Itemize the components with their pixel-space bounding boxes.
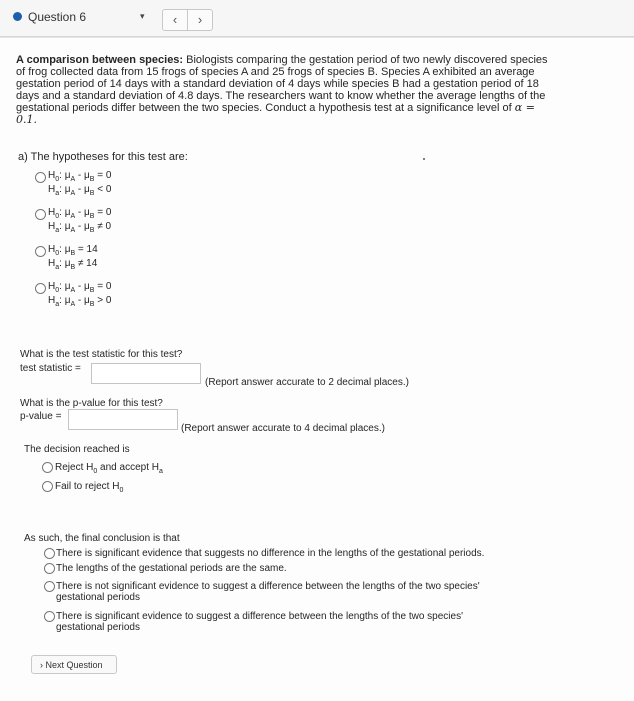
conclusion-option-1-radio[interactable] <box>44 548 55 559</box>
decision-fail-text: Fail to reject $H_0$ <box>55 481 124 494</box>
hypothesis-option-4-ha: $H_a$: $\mu_A - \mu_B > 0$ <box>48 295 112 308</box>
decision-reject-text: Reject $H_0$ and accept $H_a$ <box>55 462 163 475</box>
conclusion-option-2-radio[interactable] <box>44 563 55 574</box>
conclusion-option-4-radio[interactable] <box>44 611 55 622</box>
question-card <box>0 37 634 701</box>
conclusion-label: As such, the final conclusion is that <box>24 533 180 544</box>
chevron-down-icon[interactable]: ▾ <box>140 11 145 21</box>
test-statistic-label: test statistic = <box>20 363 81 374</box>
conclusion-option-3-radio[interactable] <box>44 581 55 592</box>
hypothesis-option-3-radio[interactable] <box>35 246 46 257</box>
problem-lead: A comparison between species: <box>16 54 184 66</box>
decision-reject-radio[interactable] <box>42 462 53 473</box>
conclusion-option-4-text: There is significant evidence to suggest a difference between the lengths of the two species' gestational periods <box>56 611 463 633</box>
test-statistic-note: (Report answer accurate to 2 decimal places.) <box>205 377 409 388</box>
test-statistic-question: What is the test statistic for this test? <box>20 349 183 360</box>
decision-fail-radio[interactable] <box>42 481 53 492</box>
hypothesis-option-2-ha: $H_a$: $\mu_A - \mu_B \ne 0$ <box>48 221 112 234</box>
next-question-nav-button[interactable]: › <box>187 9 213 31</box>
decision-label: The decision reached is <box>24 444 130 455</box>
problem-text: Biologists comparing the gestation period of two newly discovered species of frog collected data from 15 frogs of species A and 25 frogs of species B. Species A exhibited an average gestation period of 14 days with a standard deviation of 4 days while species B had a gestation period of 18 days and a standard deviation of 4.8 days. The researchers want to know whether the average lengths of the gestational periods differ between the two species. Conduct a hypothesis test at a significance level of <box>16 54 548 114</box>
question-header <box>0 0 634 37</box>
hypothesis-option-2-h0: $H_0$: $\mu_A - \mu_B = 0$ <box>48 207 112 220</box>
hypothesis-option-4-h0: $H_0$: $\mu_A - \mu_B = 0$ <box>48 281 112 294</box>
question-title[interactable]: Question 6 <box>28 10 87 24</box>
problem-statement <box>16 54 556 126</box>
hypothesis-option-1-h0: $H_0$: $\mu_A - \mu_B = 0$ <box>48 170 112 183</box>
question-status-dot <box>13 12 22 21</box>
p-value-question: What is the p-value for this test? <box>20 398 163 409</box>
conclusion-option-1-text: There is significant evidence that suggests no difference in the lengths of the gestational periods. <box>56 548 485 559</box>
hypothesis-option-3-ha: $H_a$: $\mu_B \ne 14$ <box>48 258 98 271</box>
hypothesis-option-3-h0: $H_0$: $\mu_B = 14$ <box>48 244 98 257</box>
stray-dot <box>423 158 425 160</box>
hypothesis-option-1-ha: $H_a$: $\mu_A - \mu_B < 0$ <box>48 184 112 197</box>
hypothesis-option-4-radio[interactable] <box>35 283 46 294</box>
hypothesis-option-1-radio[interactable] <box>35 172 46 183</box>
hypothesis-option-2-radio[interactable] <box>35 209 46 220</box>
hypotheses-label: a) The hypotheses for this test are: <box>18 151 188 163</box>
next-question-button[interactable]: › Next Question <box>31 655 117 674</box>
conclusion-option-3-text: There is not significant evidence to suggest a difference between the lengths of the two species' gestational periods <box>56 581 480 603</box>
test-statistic-input[interactable] <box>91 363 201 384</box>
p-value-input[interactable] <box>68 409 178 430</box>
previous-question-button[interactable]: ‹ <box>162 9 188 31</box>
alpha-value: α = 0.1. <box>16 101 535 126</box>
p-value-label: p-value = <box>20 411 62 422</box>
conclusion-option-2-text: The lengths of the gestational periods are the same. <box>56 563 287 574</box>
p-value-note: (Report answer accurate to 4 decimal places.) <box>181 423 385 434</box>
